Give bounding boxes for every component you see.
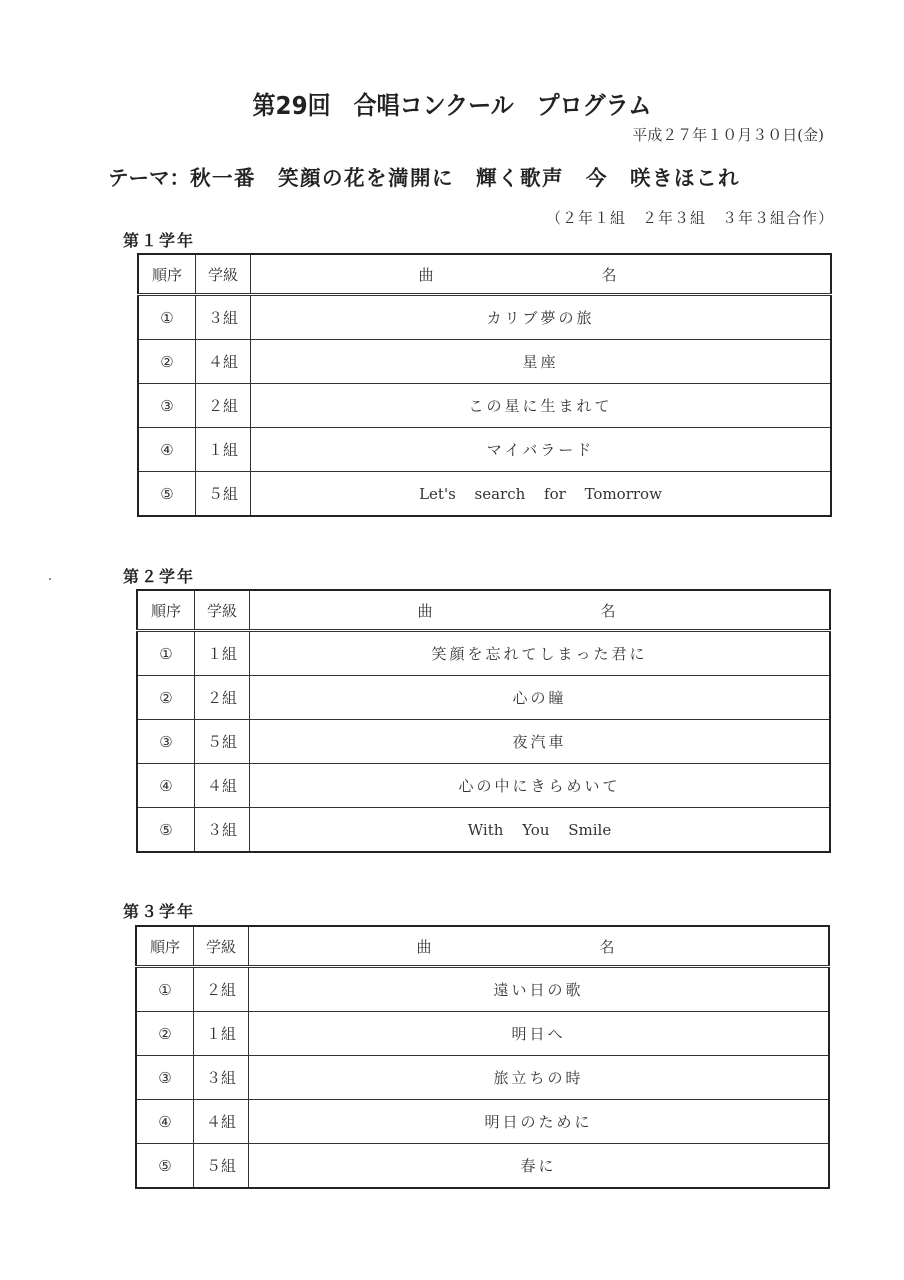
class-cell: ３組 [196,295,251,340]
class-cell: ３組 [194,1056,249,1100]
theme-label: テーマ： [108,166,190,190]
theme-credit: （２年１組 ２年３組 ３年３組合作） [545,209,834,227]
song-cell: 夜汽車 [250,720,831,764]
order-cell: ④ [136,1100,194,1144]
order-cell: ⑤ [137,808,195,853]
class-cell: ５組 [196,472,251,517]
table-row [138,295,831,340]
class-cell: １組 [194,1012,249,1056]
song-cell: カリブ夢の旅 [251,295,832,340]
class-cell: １組 [195,631,250,676]
column-header-class: 学級 [194,926,249,967]
stray-mark [49,578,51,580]
song-cell: 心の瞳 [250,676,831,720]
class-cell: ２組 [195,676,250,720]
order-cell: ⑤ [138,472,196,517]
class-cell: ２組 [194,967,249,1012]
order-cell: ⑤ [136,1144,194,1189]
table-header-row [137,590,830,631]
table-row [138,472,831,517]
page-title: 第29回 合唱コンクール プログラム [252,91,652,120]
event-date: 平成２７年１０月３０日(金) [632,126,824,144]
column-header-order: 順序 [138,254,196,295]
song-cell: 旅立ちの時 [249,1056,830,1100]
class-cell: ２組 [196,384,251,428]
column-header-song: 曲 名 [249,926,830,967]
song-cell: Let's search for Tomorrow [251,472,832,517]
grade-1-heading: 第１学年 [123,231,196,250]
order-cell: ① [138,295,196,340]
song-cell: 心の中にきらめいて [250,764,831,808]
table-row [137,631,830,676]
table-row [137,808,830,853]
table-row [137,720,830,764]
class-cell: ３組 [195,808,250,853]
column-header-song: 曲 名 [251,254,832,295]
class-cell: ４組 [194,1100,249,1144]
grade-2-heading: 第２学年 [123,567,196,586]
class-cell: ５組 [194,1144,249,1189]
table-row [138,384,831,428]
song-cell: マイバラード [251,428,832,472]
song-cell: 笑顔を忘れてしまった君に [250,631,831,676]
song-cell: 明日のために [249,1100,830,1144]
class-cell: ５組 [195,720,250,764]
song-cell: 春に [249,1144,830,1189]
table-row [136,1012,829,1056]
theme-text: 秋一番 笑顔の花を満開に 輝く歌声 今 咲きほこれ [190,166,740,190]
table-row [137,764,830,808]
column-header-class: 学級 [196,254,251,295]
order-cell: ④ [137,764,195,808]
table-row [136,1144,829,1189]
class-cell: １組 [196,428,251,472]
song-cell: With You Smile [250,808,831,853]
column-header-song: 曲 名 [250,590,831,631]
song-cell: 星座 [251,340,832,384]
table-row [136,1056,829,1100]
song-cell: この星に生まれて [251,384,832,428]
order-cell: ① [136,967,194,1012]
order-cell: ③ [137,720,195,764]
column-header-class: 学級 [195,590,250,631]
class-cell: ４組 [195,764,250,808]
grade-3-heading: 第３学年 [123,902,196,921]
order-cell: ① [137,631,195,676]
table-row [136,967,829,1012]
grade-2-table [136,589,831,853]
order-cell: ② [136,1012,194,1056]
grade-3-table [135,925,830,1189]
order-cell: ④ [138,428,196,472]
order-cell: ③ [136,1056,194,1100]
table-header-row [136,926,829,967]
song-cell: 明日へ [249,1012,830,1056]
table-row [137,676,830,720]
table-row [136,1100,829,1144]
table-row [138,340,831,384]
class-cell: ４組 [196,340,251,384]
order-cell: ③ [138,384,196,428]
column-header-order: 順序 [137,590,195,631]
song-cell: 遠い日の歌 [249,967,830,1012]
grade-1-table [137,253,832,517]
order-cell: ② [137,676,195,720]
column-header-order: 順序 [136,926,194,967]
table-header-row [138,254,831,295]
table-row [138,428,831,472]
theme [108,161,848,191]
order-cell: ② [138,340,196,384]
